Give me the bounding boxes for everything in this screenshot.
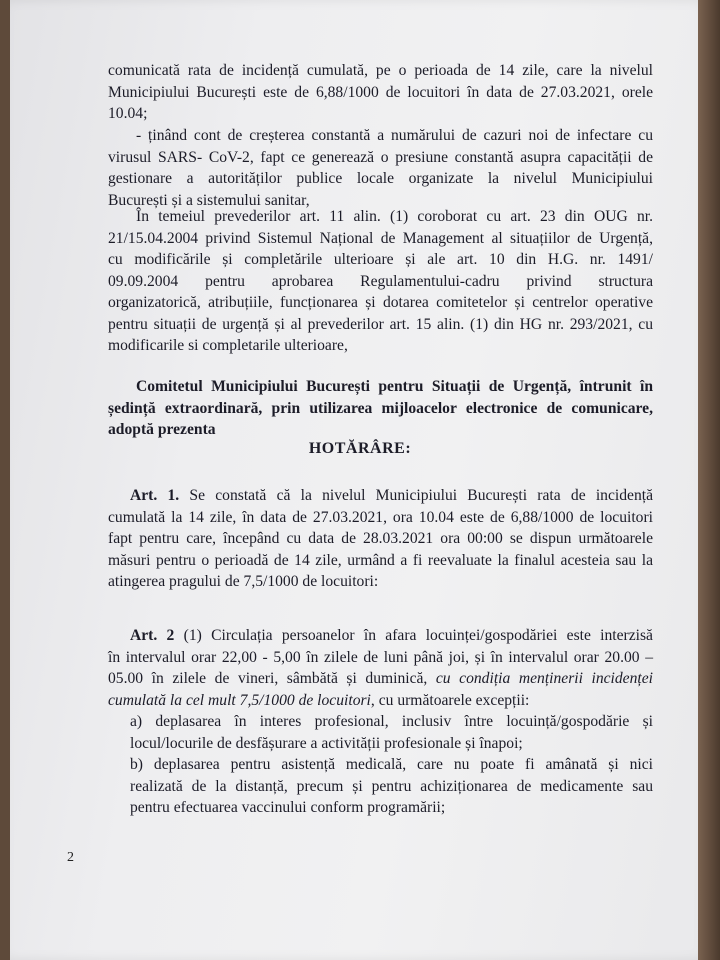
text-line: [108, 625, 653, 647]
text-line: atingerea pragului de 7,5/1000 de locuitori:: [108, 573, 379, 590]
text-line: adoptă prezenta: [108, 421, 216, 438]
text-line: pentru situații de urgență și al prevederilor art. 15 alin. (1) din HG nr. 293/2021, cu: [108, 315, 653, 333]
text-line: 21/15.04.2004 privind Sistemul Național de Management al situațiilor de Urgență,: [108, 229, 653, 247]
text-line: Comitetul Municipiului București pentru Situații de Urgență, întrunit în: [136, 378, 653, 395]
text-line: În temeiul prevederilor art. 11 alin. (1) coroborat cu art. 23 din OUG nr.: [136, 208, 653, 225]
text-line: [108, 668, 653, 690]
article-2: [108, 625, 653, 819]
text-segment: Se constată că la nivelul Municipiului București rata de incidență: [179, 487, 653, 504]
text-line: 10.04;: [108, 105, 148, 122]
page-number: 2: [67, 850, 74, 865]
text-line: - ținând cont de creșterea constantă a numărului de cazuri noi de infectare cu: [136, 127, 653, 144]
paragraph-committee: [108, 376, 653, 441]
text-line: organizatorică, atribuțiile, funcționarea și dotarea comitetelor și centrelor operative: [108, 294, 653, 311]
text-line: gestionare a autorităților publice locale organizate la nivelul Municipiului: [108, 170, 653, 187]
text-segment: , cu următoarele excepții:: [370, 691, 530, 709]
paragraph-incidence-intro: [108, 60, 653, 125]
document-page: [10, 0, 710, 960]
text-line: București și a sistemului sanitar,: [108, 191, 310, 209]
text-line: modificarile si completarile ulterioare,: [108, 337, 348, 354]
list-item-b: b) deplasarea pentru asistență medicală, care nu poate fi amânată și nici: [130, 756, 653, 773]
text-line: Municipiului București este de 6,88/1000 de locuitori în data de 27.03.2021, orele: [108, 83, 653, 101]
text-line: cumulată la 14 zile, în data de 27.03.2021, ora 10.04 este de 6,88/1000 de locuitori: [108, 508, 653, 526]
text-line: fapt pentru care, începând cu data de 28.03.2021 ora 00:00 se dispun următoarele: [108, 530, 653, 547]
list-item-b-cont: realizată de la distanță, precum și pentru achiziționarea de medicamente sau: [130, 777, 653, 795]
text-line: cu modificările și completările ulterioare și ale art. 10 din H.G. nr. 1491/: [108, 251, 653, 268]
list-item-a: a) deplasarea în interes profesional, inclusiv între locuință/gospodărie și: [130, 713, 653, 730]
text-line: 09.09.2004 pentru aprobarea Regulamentului-cadru privind structura: [108, 272, 653, 290]
article-2-label: Art. 2: [130, 627, 175, 644]
article-1-label: Art. 1.: [130, 487, 180, 504]
text-line: comunicată rata de incidență cumulată, pe o perioada de 14 zile, care la nivelul: [108, 62, 653, 79]
article-1: [108, 485, 653, 593]
background-edge: [698, 0, 720, 960]
list-item-b-cont: pentru efectuarea vaccinului conform programării;: [130, 799, 446, 816]
list-item-a-cont: locul/locurile de desfășurare a activității profesionale și înapoi;: [130, 734, 523, 752]
text-segment-italic: cumulată la cel mult 7,5/1000 de locuitori: [108, 691, 371, 709]
text-segment: 05.00 în zilele de vineri, sâmbătă și duminică,: [108, 670, 436, 687]
text-segment: (1) Circulația persoanelor în afara locuinței/gospodăriei este interzisă: [174, 627, 653, 644]
text-line: ședință extraordinară, prin utilizarea mijloacelor electronice de comunicare,: [108, 399, 653, 417]
text-segment-italic: cu condiția menținerii incidenței: [435, 670, 653, 687]
text-line: [108, 485, 653, 507]
paragraph-considering: [108, 125, 653, 211]
text-line: în intervalul orar 22,00 - 5,00 în zilele de luni până joi, și în intervalul orar 20.00 –: [108, 648, 653, 666]
text-line: măsuri pentru o perioadă de 14 zile, urmând a fi reevaluate la finalul acesteia sau la: [108, 551, 653, 569]
text-line: virusul SARS- CoV-2, fapt ce generează o presiune constantă asupra capacității de: [108, 148, 653, 166]
paragraph-legal-basis: [108, 206, 653, 357]
decision-title: HOTĂRÂRE:: [308, 440, 412, 457]
text-line: [108, 690, 653, 712]
